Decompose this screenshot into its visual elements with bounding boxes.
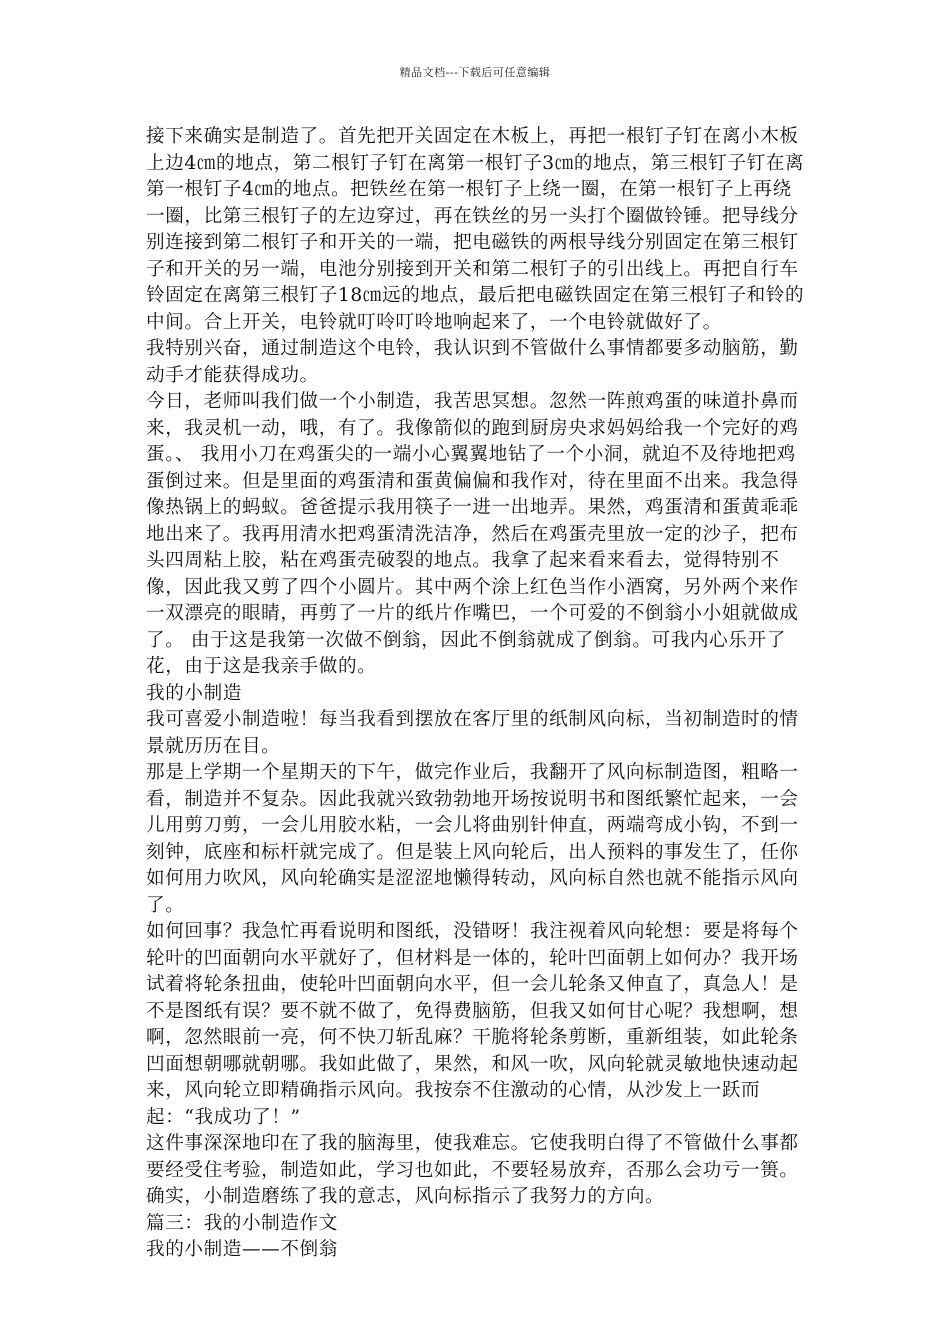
paragraph-weathervane-intro: 我可喜爱小制造啦！每当我看到摆放在客厅里的纸制风向标，当初制造时的情景就历历在目。 [146,709,799,757]
paragraph-weathervane-build: 那是上学期一个星期天的下午，做完作业后，我翻开了风向标制造图，粗略一看，制造并不复杂。因此我就兴致勃勃地开场按说明书和图纸繁忙起来，一会儿用剪刀剪，一会儿用胶水粘，一会儿将曲别针伸直，两端弯成小钩，不到一刻钟，底座和标杆就完成了。但是装上风向轮后，出人预料的事发生了，任你如何用力吹风，风向轮确实是涩涩地懒得转动，风向标自然也就不能指示风向了。 [146,762,799,916]
paragraph-weathervane-lesson: 这件事深深地印在了我的脑海里，使我难忘。它使我明白得了不管做什么事都要经受住考验，制造如此，学习也如此，不要轻易放弃，否那么会功亏一篑。确实，小制造磨练了我的意志，风向标指示了我努力的方向。 [146,1133,799,1207]
section-title-tumbler: 我的小制造——不倒翁 [146,1239,338,1260]
paragraph-electric-bell-steps: 接下来确实是制造了。首先把开关固定在木板上，再把一根钉子钉在离小木板上边4㎝的地点，第二根钉子钉在离第一根钉子3㎝的地点，第三根钉子钉在离第一根钉子4㎝的地点。把铁丝在第一根钉子上绕一圈，在第一根钉子上再绕一圈，比第三根钉子的左边穿过，再在铁丝的另一头打个圈做铃锤。把导线分别连接到第二根钉子和开关的一端，把电磁铁的两根导线分别固定在第三根钉子和开关的另一端，电池分别接到开关和第二根钉子的引出线上。再把自行车铃固定在离第三根钉子18㎝远的地点，最后把电磁铁固定在第三根钉子和铃的中间。合上开关，电铃就叮呤叮呤地响起来了，一个电铃就做好了。 [146,126,805,333]
section-title-my-small-creation: 我的小制造 [146,682,242,704]
paragraph-tumbler-egg: 今日，老师叫我们做一个小制造，我苦思冥想。忽然一阵煎鸡蛋的味道扑鼻而来，我灵机一动，哦，有了。我像箭似的跑到厨房央求妈妈给我一个完好的鸡蛋。、 我用小刀在鸡蛋尖的一端小心翼翼地钻了一个小洞，就迫不及待地把鸡蛋倒过来。但是里面的鸡蛋清和蛋黄偏偏和我作对，待在里面不出来。我急得像热锅上的蚂蚁。爸爸提示我用筷子一进一出地弄。果然，鸡蛋清和蛋黄乖乖地出来了。我再用清水把鸡蛋清洗洁净，然后在鸡蛋壳里放一定的沙子，把布头四周粘上胶，粘在鸡蛋壳破裂的地点。我拿了起来看来看去，觉得特别不像，因此我又剪了四个小圆片。其中两个涂上红色当作小酒窝，另外两个来作一双漂亮的眼睛，再剪了一片的纸片作嘴巴，一个可爱的不倒翁小小姐就做成了。 由于这是我第一次做不倒翁，因此不倒翁就成了倒翁。可我内心乐开了花，由于这是我亲手做的。 [146,391,799,677]
document-body [146,124,810,1264]
paragraph-weathervane-fix: 如何回事？我急忙再看说明和图纸，没错呀！我注视着风向轮想：要是将每个轮叶的凹面朝向水平就好了，但材料是一体的，轮叶凹面朝上如何办？我开场试着将轮条扭曲，使轮叶凹面朝向水平，但一会儿轮条又伸直了，真急人！是不是图纸有误？要不就不做了，免得费脑筋，但我又如何甘心呢？我想啊，想啊，忽然眼前一亮，何不快刀斩乱麻？干脆将轮条剪断，重新组装，如此轮条凹面想朝哪就朝哪。我如此做了，果然，和风一吹，风向轮就灵敏地快速动起来，风向轮立即精确指示风向。我按奈不住激动的心情，从沙发上一跃而起：“我成功了！” [146,921,799,1128]
section-title-part-three: 篇三：我的小制造作文 [146,1212,338,1234]
page-header: 精品文档---下载后可任意编辑 [399,66,551,79]
paragraph-bell-reflection: 我特别兴奋，通过制造这个电铃，我认识到不管做什么事情都要多动脑筋，勤动手才能获得成功。 [146,338,799,386]
